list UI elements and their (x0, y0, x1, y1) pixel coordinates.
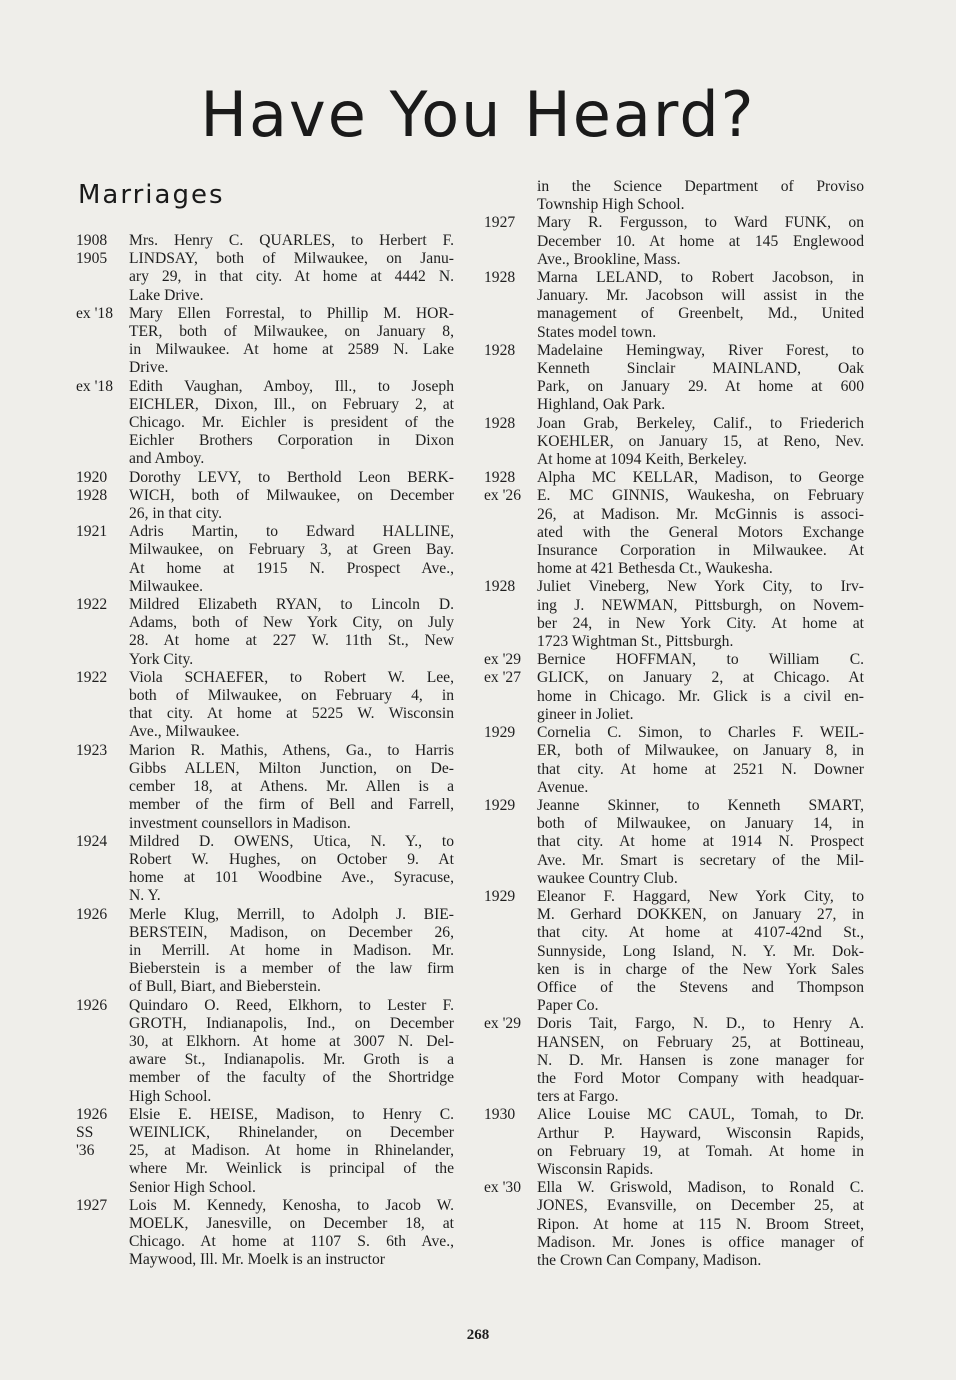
marriage-entry (484, 1015, 864, 1106)
class-year-label: 1926 (76, 996, 108, 1014)
class-year-label: 1928 (484, 578, 516, 596)
entry-line: Juliet Vineberg, New York City, to Irv- (537, 578, 864, 596)
entry-line: Gibbs ALLEN, Milton Junction, on De- (129, 759, 454, 777)
class-year (484, 178, 537, 214)
entry-line: Merle Klug, Merrill, to Adolph J. BIE- (129, 905, 454, 923)
entry-text (537, 1015, 864, 1106)
entry-line: Robert W. Hughes, on October 9. At (129, 850, 454, 868)
entry-text (537, 797, 864, 888)
entry-line: management of Greenbelt, Md., United (537, 305, 864, 323)
entry-line: Madison. Mr. Jones is office manager of (537, 1233, 864, 1251)
entry-line: both of Milwaukee, on February 4, in (129, 687, 454, 705)
marriage-entry (76, 1106, 454, 1197)
class-year-label: 1930 (484, 1106, 516, 1124)
entry-text (129, 906, 454, 997)
entry-line: Doris Tait, Fargo, N. D., to Henry A. (537, 1015, 864, 1033)
entry-line: Marion R. Mathis, Athens, Ga., to Harris (129, 741, 454, 759)
class-year-label: 1927 (76, 1196, 108, 1214)
entry-line: Marna LELAND, to Robert Jacobson, in (537, 269, 864, 287)
section-heading: Marriages (78, 180, 225, 210)
class-year (484, 1106, 537, 1179)
marriage-entry (76, 378, 454, 469)
entry-line: ters at Fargo. (537, 1088, 619, 1106)
entry-line: WEINLICK, Rhinelander, on December (129, 1123, 454, 1141)
class-year-label (484, 178, 537, 196)
class-year-label: 1921 (76, 523, 108, 541)
entry-line: ated with the General Motors Exchange (537, 523, 864, 541)
entry-line: where Mr. Weinlick is principal of the (129, 1160, 454, 1178)
entry-line: Joan Grab, Berkeley, Calif., to Friederich (537, 414, 864, 432)
left-column (76, 232, 454, 1270)
entry-line: BERSTEIN, Madison, on December 26, (129, 923, 454, 941)
entry-line: Park, on January 29. At home at 600 (537, 378, 864, 396)
entry-line: Avenue. (537, 778, 589, 796)
marriage-entry (76, 833, 454, 906)
entry-line: Mary R. Fergusson, to Ward FUNK, on (537, 214, 864, 232)
entry-text (537, 578, 864, 651)
marriage-entry (484, 578, 864, 651)
entry-line: 26, at Madison. Mr. McGinnis is associ- (537, 505, 864, 523)
marriage-entry (484, 888, 864, 1015)
entry-line: Ave., Milwaukee. (129, 723, 240, 741)
entry-text (129, 378, 454, 469)
class-year (76, 997, 129, 1106)
marriage-entry (484, 797, 864, 888)
class-year (76, 1106, 129, 1197)
entry-line: Mary Ellen Forrestal, to Phillip M. HOR- (129, 304, 454, 322)
entry-line: Senior High School. (129, 1178, 256, 1196)
entry-line: High School. (129, 1087, 212, 1105)
entry-line: that city. At home at 1914 N. Prospect (537, 833, 864, 851)
entry-line: that city. At home at 5225 W. Wisconsin (129, 705, 454, 723)
entry-line: Milwaukee. (129, 577, 204, 595)
entry-text (129, 469, 454, 524)
entry-line: TER, both of Milwaukee, on January 8, (129, 323, 454, 341)
entry-line: Adams, both of New York City, on July (129, 614, 454, 632)
entry-line: Arthur P. Hayward, Wisconsin Rapids, (537, 1124, 864, 1142)
entry-line: Ripon. At home at 115 N. Broom Street, (537, 1215, 864, 1233)
class-year (76, 596, 129, 669)
class-year-label: SS (76, 1123, 94, 1141)
entry-line: Chicago. At home at 1107 S. 6th Ave., (129, 1233, 454, 1251)
class-year (484, 342, 537, 415)
class-year (76, 1197, 129, 1270)
entry-line: member of the faculty of the Shortridge (129, 1069, 454, 1087)
page-title: Have You Heard? (200, 78, 756, 151)
marriage-entry (484, 724, 864, 797)
entry-line: both of Milwaukee, on January 14, in (537, 815, 864, 833)
entry-line: GLICK, on January 2, at Chicago. At (537, 669, 864, 687)
entry-text (537, 178, 864, 214)
entry-line: cember 18, at Athens. Mr. Allen is a (129, 778, 454, 796)
class-year-label: 1923 (76, 741, 108, 759)
class-year-label: ex '30 (484, 1179, 522, 1197)
class-year-label: 1926 (76, 1105, 108, 1123)
entry-line: WICH, both of Milwaukee, on December (129, 486, 454, 504)
marriage-entry (484, 214, 864, 269)
entry-line: Elsie E. HEISE, Madison, to Henry C. (129, 1105, 454, 1123)
entry-line: Paper Co. (537, 997, 599, 1015)
entry-line: JONES, Evansville, on December 25, at (537, 1197, 864, 1215)
class-year (76, 378, 129, 469)
marriage-entry (484, 269, 864, 342)
entry-line: Kenneth Sinclair MAINLAND, Oak (537, 360, 864, 378)
marriage-entry (76, 469, 454, 524)
entry-line: waukee Country Club. (537, 869, 678, 887)
class-year (484, 797, 537, 888)
class-year (484, 1179, 537, 1270)
entry-line: At home at 1915 N. Prospect Ave., (129, 559, 454, 577)
entry-line: home in Chicago. Mr. Glick is a civil en- (537, 687, 864, 705)
entry-line: ing J. NEWMAN, Pittsburgh, on Novem- (537, 596, 864, 614)
class-year (76, 906, 129, 997)
class-year-label: 1928 (484, 469, 516, 487)
entry-line: Dorothy LEVY, to Berthold Leon BERK- (129, 468, 454, 486)
class-year-label: 1924 (76, 832, 108, 850)
entry-text (537, 724, 864, 797)
marriage-entry (76, 997, 454, 1106)
entry-line: States model town. (537, 323, 657, 341)
entry-line: EICHLER, Dixon, Ill., on February 2, at (129, 395, 454, 413)
entry-text (537, 1106, 864, 1179)
class-year-label: 1927 (484, 214, 516, 232)
entry-line: GROTH, Indianapolis, Ind., on December (129, 1014, 454, 1032)
right-column (484, 178, 864, 1270)
class-year-label: 1929 (484, 887, 516, 905)
entry-line: 28. At home at 227 W. 11th St., New (129, 632, 454, 650)
entry-line: Chicago. Mr. Eichler is president of the (129, 414, 454, 432)
class-year (484, 888, 537, 1015)
entry-line: December 10. At home at 145 Englewood (537, 232, 864, 250)
entry-line: Viola SCHAEFER, to Robert W. Lee, (129, 668, 454, 686)
entry-text (537, 469, 864, 578)
marriage-entry (484, 342, 864, 415)
entry-line: York City. (129, 650, 194, 668)
entry-line: in Merrill. At home in Madison. Mr. (129, 941, 454, 959)
entry-line: aware St., Indianapolis. Mr. Groth is a (129, 1051, 454, 1069)
class-year-label: ex '18 (76, 304, 114, 322)
entry-line: Eichler Brothers Corporation in Dixon (129, 432, 454, 450)
marriage-entry (484, 651, 864, 724)
class-year-label: 1928 (76, 486, 108, 504)
entry-line: Quindaro O. Reed, Elkhorn, to Lester F. (129, 996, 454, 1014)
class-year (484, 651, 537, 724)
entry-line: Milwaukee, on February 3, at Green Bay. (129, 541, 454, 559)
entry-line: Ella W. Griswold, Madison, to Ronald C. (537, 1179, 864, 1197)
entry-text (537, 415, 864, 470)
entry-text (129, 305, 454, 378)
class-year (76, 742, 129, 833)
class-year-label: 1928 (484, 269, 516, 287)
class-year-label: '36 (76, 1142, 95, 1160)
page-number: 268 (466, 1327, 490, 1343)
class-year (484, 724, 537, 797)
entry-line: N. D. Mr. Hansen is zone manager for (537, 1051, 864, 1069)
entry-line: Office of the Stevens and Thompson (537, 978, 864, 996)
entry-line: At home at 1094 Keith, Berkeley. (537, 451, 747, 469)
class-year-label: 1928 (484, 341, 516, 359)
entry-line: MOELK, Janesville, on December 18, at (129, 1214, 454, 1232)
entry-line: Insurance Corporation in Milwaukee. At (537, 542, 864, 560)
entry-text (129, 232, 454, 305)
entry-line: Drive. (129, 359, 169, 377)
entry-line: M. Gerhard DOKKEN, on January 27, in (537, 906, 864, 924)
marriage-entry (76, 523, 454, 596)
class-year (76, 523, 129, 596)
entry-text (129, 833, 454, 906)
entry-text (537, 888, 864, 1015)
class-year (484, 1015, 537, 1106)
class-year-label: 1905 (76, 250, 108, 268)
marriage-entry (76, 305, 454, 378)
entry-line: Cornelia C. Simon, to Charles F. WEIL- (537, 724, 864, 742)
entry-line: Sunnyside, Long Island, N. Y. Mr. Dok- (537, 942, 864, 960)
entry-text (129, 523, 454, 596)
class-year-label: 1929 (484, 724, 516, 742)
class-year (76, 469, 129, 524)
class-year-label: ex '29 (484, 1015, 522, 1033)
entry-text (129, 997, 454, 1106)
class-year-label: 1926 (76, 905, 108, 923)
entry-text (129, 742, 454, 833)
entry-line: LINDSAY, both of Milwaukee, on Janu- (129, 250, 454, 268)
entry-line: 26, in that city. (129, 505, 222, 523)
entry-text (537, 342, 864, 415)
class-year-label: ex '29 (484, 651, 522, 669)
entry-line: home at 421 Bethesda Ct., Waukesha. (537, 560, 773, 578)
entry-line: the Crown Can Company, Madison. (537, 1251, 762, 1269)
marriage-entry (76, 232, 454, 305)
entry-text (537, 269, 864, 342)
entry-line: member of the firm of Bell and Farrell, (129, 796, 454, 814)
entry-line: that city. At home at 4107-42nd St., (537, 924, 864, 942)
class-year-label: 1922 (76, 668, 108, 686)
marriage-entry (76, 906, 454, 997)
entry-text (129, 1106, 454, 1197)
entry-line: Ave. Mr. Smart is secretary of the Mil- (537, 851, 864, 869)
entry-line: in the Science Department of Proviso (537, 178, 864, 195)
entry-line: the Ford Motor Company with headquar- (537, 1069, 864, 1087)
entry-line: Lake Drive. (129, 286, 204, 304)
entry-line: Alpha MC KELLAR, Madison, to George (537, 469, 864, 487)
entry-line: ER, both of Milwaukee, on January 8, in (537, 742, 864, 760)
class-year-label: 1908 (76, 232, 108, 249)
entry-text (129, 669, 454, 742)
marriage-entry (484, 1106, 864, 1179)
entry-line: ken is in charge of the New York Sales (537, 960, 864, 978)
entry-line: in Milwaukee. At home at 2589 N. Lake (129, 341, 454, 359)
entry-line: Edith Vaughan, Amboy, Ill., to Joseph (129, 377, 454, 395)
entry-line: on February 19, at Tomah. At home in (537, 1142, 864, 1160)
class-year-label: 1922 (76, 596, 108, 614)
entry-line: Mildred D. OWENS, Utica, N. Y., to (129, 832, 454, 850)
marriage-entry (76, 742, 454, 833)
entry-text (537, 214, 864, 269)
class-year (76, 669, 129, 742)
entry-line: E. MC GINNIS, Waukesha, on February (537, 487, 864, 505)
entry-line: ary 29, in that city. At home at 4442 N. (129, 268, 454, 286)
marriage-entry (76, 669, 454, 742)
entry-line: 25, at Madison. At home in Rhinelander, (129, 1142, 454, 1160)
entry-line: 30, at Elkhorn. At home at 3007 N. Del- (129, 1032, 454, 1050)
entry-line: KOEHLER, on January 15, at Reno, Nev. (537, 432, 864, 450)
class-year-label: ex '26 (484, 487, 522, 505)
class-year-label: 1928 (484, 414, 516, 432)
class-year (484, 269, 537, 342)
entry-line: Township High School. (537, 196, 685, 214)
marriage-entry (76, 596, 454, 669)
entry-line: Wisconsin Rapids. (537, 1160, 654, 1178)
marriage-entry (484, 415, 864, 470)
entry-line: January. Mr. Jacobson will assist in the (537, 287, 864, 305)
entry-line: Mrs. Henry C. QUARLES, to Herbert F. (129, 232, 454, 249)
entry-line: gineer in Joliet. (537, 705, 634, 723)
class-year (76, 833, 129, 906)
marriage-entry (484, 469, 864, 578)
entry-line: Ave., Brookline, Mass. (537, 250, 681, 268)
class-year (484, 578, 537, 651)
class-year (484, 469, 537, 578)
entry-text (537, 651, 864, 724)
entry-line: that city. At home at 2521 N. Downer (537, 760, 864, 778)
class-year-label: ex '18 (76, 377, 114, 395)
class-year-label: 1929 (484, 796, 516, 814)
entry-line: Highland, Oak Park. (537, 396, 666, 414)
entry-line: Bernice HOFFMAN, to William C. (537, 651, 864, 669)
class-year (76, 232, 129, 305)
entry-line: Maywood, Ill. Mr. Moelk is an instructor (129, 1251, 385, 1269)
entry-line: and Amboy. (129, 450, 205, 468)
entry-line: Eleanor F. Haggard, New York City, to (537, 887, 864, 905)
marriage-entry (484, 178, 864, 214)
class-year-label: ex '27 (484, 669, 522, 687)
entry-text (537, 1179, 864, 1270)
entry-line: investment counsellors in Madison. (129, 814, 351, 832)
entry-line: home at 101 Woodbine Ave., Syracuse, (129, 869, 454, 887)
entry-line: HANSEN, on February 25, at Bottineau, (537, 1033, 864, 1051)
entry-line: Mildred Elizabeth RYAN, to Lincoln D. (129, 596, 454, 614)
entry-line: of Bull, Biart, and Bieberstein. (129, 978, 321, 996)
entry-line: N. Y. (129, 887, 161, 905)
entry-line: Jeanne Skinner, to Kenneth SMART, (537, 796, 864, 814)
entry-line: Adris Martin, to Edward HALLINE, (129, 523, 454, 541)
class-year (76, 305, 129, 378)
entry-line: Bieberstein is a member of the law firm (129, 960, 454, 978)
entry-line: ber 24, in New York City. At home at (537, 614, 864, 632)
entry-text (129, 1197, 454, 1270)
class-year (484, 415, 537, 470)
class-year-label: 1920 (76, 468, 108, 486)
entry-line: 1723 Wightman St., Pittsburgh. (537, 633, 734, 651)
class-year (484, 214, 537, 269)
entry-text (129, 596, 454, 669)
marriage-entry (76, 1197, 454, 1270)
entry-line: Lois M. Kennedy, Kenosha, to Jacob W. (129, 1196, 454, 1214)
entry-line: Madelaine Hemingway, River Forest, to (537, 341, 864, 359)
marriage-entry (484, 1179, 864, 1270)
entry-line: Alice Louise MC CAUL, Tomah, to Dr. (537, 1106, 864, 1124)
